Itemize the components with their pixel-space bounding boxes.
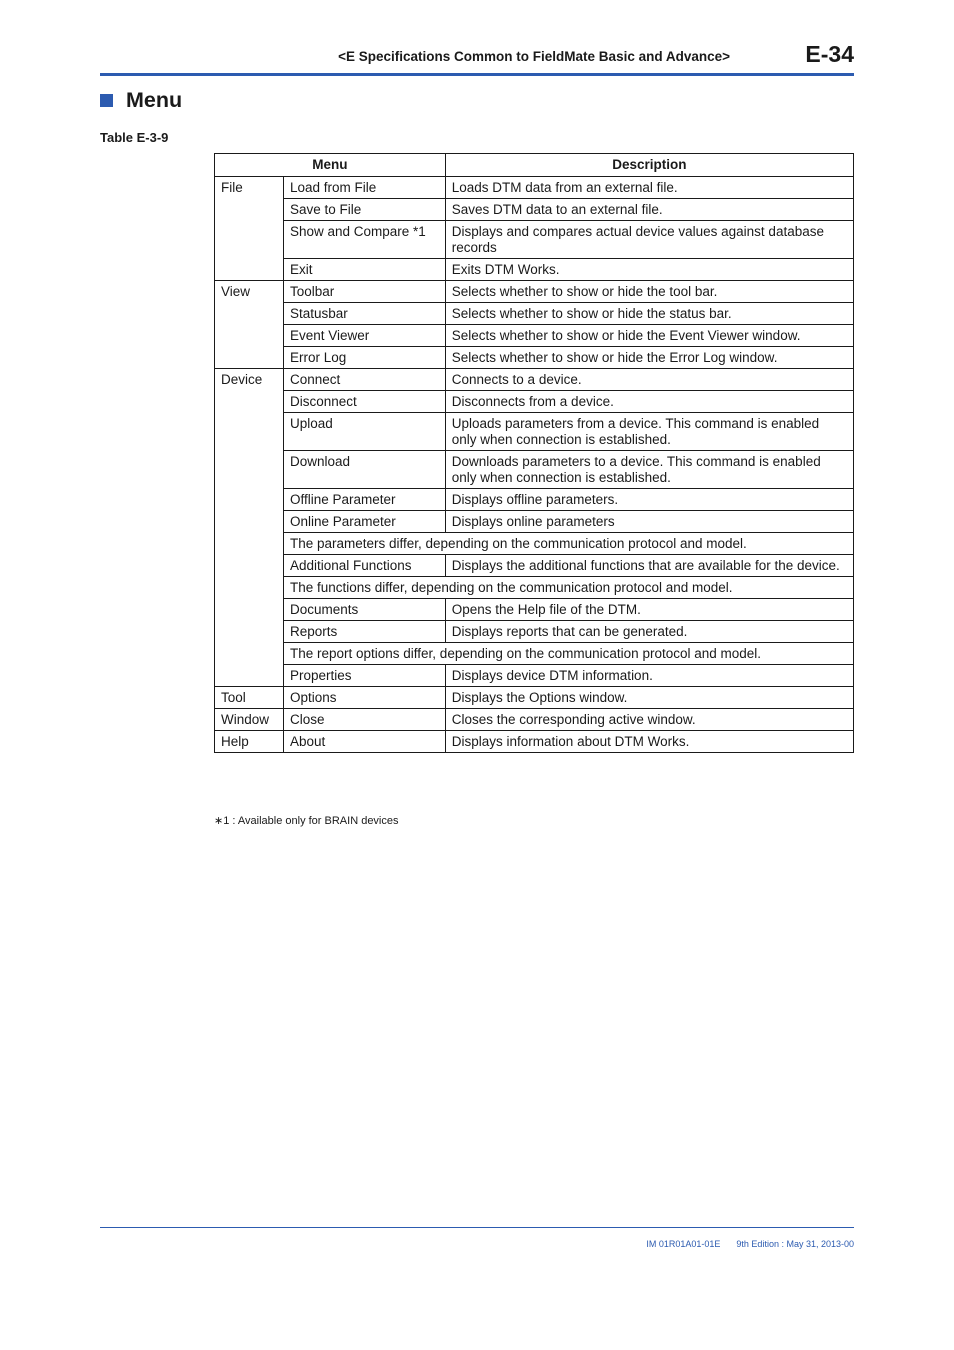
description-cell: Exits DTM Works. bbox=[445, 259, 853, 281]
menu-item-cell: Offline Parameter bbox=[283, 489, 445, 511]
table-header-row bbox=[215, 154, 854, 177]
menu-table bbox=[214, 153, 854, 753]
menu-item-cell: Download bbox=[283, 451, 445, 489]
description-cell: Saves DTM data to an external file. bbox=[445, 199, 853, 221]
table-row bbox=[215, 665, 854, 687]
table-caption: Table E-3-9 bbox=[100, 130, 169, 145]
description-cell: Selects whether to show or hide the Event Viewer window. bbox=[445, 325, 853, 347]
description-cell: Displays reports that can be generated. bbox=[445, 621, 853, 643]
menu-item-cell: Save to File bbox=[283, 199, 445, 221]
table-row bbox=[215, 413, 854, 451]
footer bbox=[646, 1239, 854, 1249]
menu-item-cell: Show and Compare *1 bbox=[283, 221, 445, 259]
table-row bbox=[215, 325, 854, 347]
menu-item-cell: Connect bbox=[283, 369, 445, 391]
table-row bbox=[215, 731, 854, 753]
footnote: ∗1 : Available only for BRAIN devices bbox=[214, 815, 399, 827]
table-row bbox=[215, 347, 854, 369]
table-row bbox=[215, 221, 854, 259]
description-cell: Displays online parameters bbox=[445, 511, 853, 533]
menu-item-cell: Statusbar bbox=[283, 303, 445, 325]
menu-item-cell: Upload bbox=[283, 413, 445, 451]
table-row bbox=[215, 687, 854, 709]
page-number: E-34 bbox=[805, 41, 854, 67]
table-row bbox=[215, 199, 854, 221]
table-row bbox=[215, 281, 854, 303]
description-cell: Displays offline parameters. bbox=[445, 489, 853, 511]
table-row bbox=[215, 489, 854, 511]
description-cell: Disconnects from a device. bbox=[445, 391, 853, 413]
description-cell: Closes the corresponding active window. bbox=[445, 709, 853, 731]
table-row bbox=[215, 709, 854, 731]
table-row bbox=[215, 621, 854, 643]
table-body bbox=[215, 177, 854, 753]
description-cell: Uploads parameters from a device. This command is enabled only when connection is established. bbox=[445, 413, 853, 451]
description-cell: Opens the Help file of the DTM. bbox=[445, 599, 853, 621]
menu-item-cell: Close bbox=[283, 709, 445, 731]
menu-group-cell: Help bbox=[215, 731, 284, 753]
section-title: Menu bbox=[126, 88, 183, 112]
description-cell: Displays device DTM information. bbox=[445, 665, 853, 687]
note-cell: The report options differ, depending on the communication protocol and model. bbox=[283, 643, 853, 665]
description-cell: Loads DTM data from an external file. bbox=[445, 177, 853, 199]
footer-edition: 9th Edition : May 31, 2013-00 bbox=[736, 1239, 854, 1249]
header-divider bbox=[100, 73, 854, 76]
footer-divider bbox=[100, 1227, 854, 1228]
description-cell: Displays and compares actual device values against database records bbox=[445, 221, 853, 259]
description-cell: Displays the Options window. bbox=[445, 687, 853, 709]
description-cell: Selects whether to show or hide the status bar. bbox=[445, 303, 853, 325]
table-row bbox=[215, 177, 854, 199]
column-header-menu: Menu bbox=[215, 154, 446, 177]
table-row bbox=[215, 555, 854, 577]
description-cell: Connects to a device. bbox=[445, 369, 853, 391]
table-row bbox=[215, 391, 854, 413]
description-cell: Selects whether to show or hide the tool bar. bbox=[445, 281, 853, 303]
menu-item-cell: Properties bbox=[283, 665, 445, 687]
menu-group-cell: Device bbox=[215, 369, 284, 687]
note-cell: The functions differ, depending on the communication protocol and model. bbox=[283, 577, 853, 599]
description-cell: Selects whether to show or hide the Error Log window. bbox=[445, 347, 853, 369]
menu-item-cell: Reports bbox=[283, 621, 445, 643]
square-bullet-icon bbox=[100, 94, 113, 107]
note-cell: The parameters differ, depending on the communication protocol and model. bbox=[283, 533, 853, 555]
menu-item-cell: Options bbox=[283, 687, 445, 709]
menu-item-cell: Error Log bbox=[283, 347, 445, 369]
menu-group-cell: File bbox=[215, 177, 284, 281]
chapter-header-title: <E Specifications Common to FieldMate Basic and Advance> bbox=[338, 49, 730, 64]
menu-item-cell: Disconnect bbox=[283, 391, 445, 413]
menu-group-cell: Window bbox=[215, 709, 284, 731]
menu-item-cell: Online Parameter bbox=[283, 511, 445, 533]
description-cell: Displays the additional functions that are available for the device. bbox=[445, 555, 853, 577]
table-row bbox=[215, 511, 854, 533]
menu-item-cell: About bbox=[283, 731, 445, 753]
description-cell: Downloads parameters to a device. This command is enabled only when connection is established. bbox=[445, 451, 853, 489]
table-note-row bbox=[215, 533, 854, 555]
section-heading bbox=[100, 88, 182, 113]
menu-item-cell: Load from File bbox=[283, 177, 445, 199]
table-row bbox=[215, 599, 854, 621]
menu-item-cell: Additional Functions bbox=[283, 555, 445, 577]
menu-item-cell: Toolbar bbox=[283, 281, 445, 303]
menu-item-cell: Exit bbox=[283, 259, 445, 281]
table-row bbox=[215, 451, 854, 489]
table-row bbox=[215, 303, 854, 325]
menu-group-cell: Tool bbox=[215, 687, 284, 709]
footer-doc-id: IM 01R01A01-01E bbox=[646, 1239, 721, 1249]
menu-item-cell: Event Viewer bbox=[283, 325, 445, 347]
menu-item-cell: Documents bbox=[283, 599, 445, 621]
table-row bbox=[215, 369, 854, 391]
table-note-row bbox=[215, 643, 854, 665]
column-header-description: Description bbox=[445, 154, 853, 177]
table-note-row bbox=[215, 577, 854, 599]
table-row bbox=[215, 259, 854, 281]
description-cell: Displays information about DTM Works. bbox=[445, 731, 853, 753]
menu-group-cell: View bbox=[215, 281, 284, 369]
